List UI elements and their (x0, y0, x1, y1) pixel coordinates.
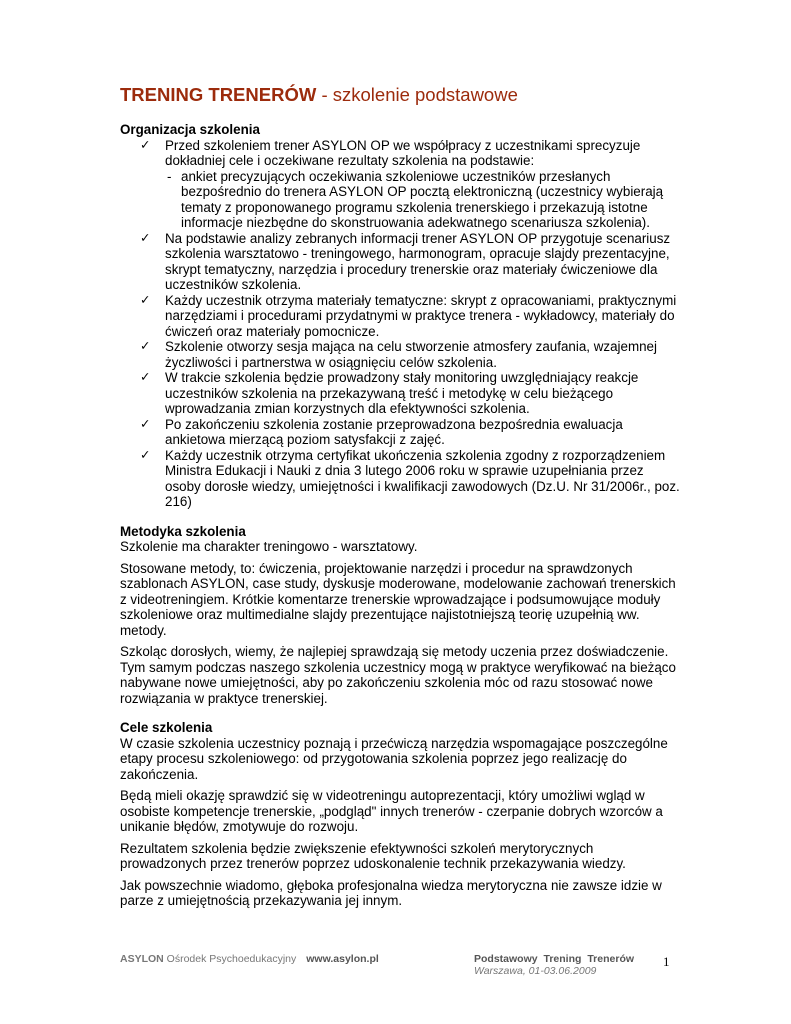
list-item (120, 448, 680, 510)
checkmark-icon: ✓ (140, 447, 151, 462)
paragraph: Rezultatem szkolenia będzie zwiększenie efektywności szkoleń merytorycznych prowadzonych przez trenerów poprzez udoskonalenie technik przekazywania wiedzy. (120, 840, 626, 871)
checkmark-icon: ✓ (140, 339, 151, 353)
title-bold: TRENING TRENERÓW (120, 84, 317, 105)
paragraph: W czasie szkolenia uczestnicy poznają i przećwiczą narzędzia wspomagające poszczególne etapy procesu szkoleniowego: od przygotowania szkolenia poprzez jego realizację do zakończenia. (120, 735, 668, 782)
section-heading-cele: Cele szkolenia (120, 720, 213, 735)
organizacja-list (120, 138, 680, 510)
footer-place-date: Warszawa, 01-03.06.2009 (474, 965, 597, 977)
footer-right (474, 953, 634, 977)
footer-org: Ośrodek Psychoedukacyjny (163, 953, 297, 965)
list-item-text: Każdy uczestnik otrzyma materiały tematyczne: skrypt z opracowaniami, praktycznymi narzędziami i procedurami przydatnymi w praktyce trenera - wykładowcy, materiały do ćwiczeń oraz materiały pomocnicze. (165, 292, 677, 339)
footer-website-link[interactable]: www.asylon.pl (306, 953, 379, 965)
section-heading-metodyka: Metodyka szkolenia (120, 523, 246, 539)
sub-list-item (165, 169, 680, 231)
list-item-text: Szkolenie otworzy sesja mająca na celu stworzenie atmosfery zaufania, wzajemnej życzliwości i partnerstwa w osiągnięciu celów szkolenia. (165, 339, 657, 370)
list-item (120, 138, 680, 231)
title-rest: - szkolenie podstawowe (316, 84, 518, 105)
list-item (120, 417, 680, 448)
page-title (120, 84, 518, 106)
list-item-text: Przed szkoleniem trener ASYLON OP we współpracy z uczestnikami sprecyzuje dokładniej cele i oczekiwane rezultaty szkolenia na podstawie: (165, 137, 641, 168)
list-item-text: Po zakończeniu szkolenia zostanie przeprowadzona bezpośrednia ewaluacja ankietowa mierzącą poziom satysfakcji z zajęć. (165, 416, 623, 447)
checkmark-icon: ✓ (140, 292, 151, 307)
document-body (120, 122, 680, 909)
list-item (120, 339, 680, 370)
list-item-text: Na podstawie analizy zebranych informacji trener ASYLON OP przygotuje scenariusz szkolenia warsztatowo - treningowego, harmonogram, opracuje slajdy prezentacyjne, skrypt tematyczny, narzędzia i procedury trenerskie oraz materiały ćwiczeniowe dla uczestników szkolenia. (165, 230, 671, 292)
list-item-text: W trakcie szkolenia będzie prowadzony stały monitoring uwzględniający reakcje uczestników szkolenia na przekazywaną treść i metodykę w celu bieżącego wprowadzania zmian korzystnych dla efektywności szkolenia. (165, 370, 639, 416)
list-item (120, 370, 680, 417)
footer-course: Podstawowy Trening Trenerów (474, 953, 635, 965)
checkmark-icon: ✓ (140, 416, 151, 431)
checkmark-icon: ✓ (140, 230, 151, 245)
checkmark-icon: ✓ (140, 137, 151, 152)
dash-bullet: - (167, 168, 172, 184)
list-item-text: Każdy uczestnik otrzyma certyfikat ukończenia szkolenia zgodny z rozporządzeniem Ministra Edukacji i Nauki z dnia 3 lutego 2006 roku w sprawie uzupełniania przez osoby dorosłe wiedzy, umiejętności i kwalifikacji zawodowych (Dz.U. Nr 31/2006r., poz. 216) (165, 447, 680, 509)
page-number: 1 (663, 954, 670, 969)
checkmark-icon: ✓ (140, 370, 151, 384)
sub-list (165, 169, 680, 231)
section-heading-organizacja: Organizacja szkolenia (120, 122, 260, 137)
paragraph: Stosowane metody, to: ćwiczenia, projektowanie narzędzi i procedur na sprawdzonych szablonach ASYLON, case study, dyskusje moderowane, modelowanie zachowań trenerskich z videotreningiem. Krótkie komentarze trenerskie wprowadzające i podsumowujące moduły szkoleniowe oraz multimedialne slajdy prezentujące najistotniejszą teorię uzupełnią ww. metody. (120, 560, 676, 638)
list-item (120, 231, 680, 293)
paragraph: Będą mieli okazję sprawdzić się w videotreningu autoprezentacji, który umożliwi wgląd w osobiste kompetencje trenerskie, „podgląd" innych trenerów - czerpanie dobrych wzorców a unikanie błędów, zmotywuje do rozwoju. (120, 788, 663, 834)
footer-brand: ASYLON (120, 953, 164, 965)
footer-left (120, 953, 379, 965)
sub-list-item-text: ankiet precyzujących oczekiwania szkoleniowe uczestników przesłanych bezpośrednio do trenera ASYLON OP pocztą elektroniczną (uczestnicy wybierają tematy z proponowanego programu szkolenia trenerskiego i przekazują istotne informacje niezbędne do skonstruowania adekwatnego scenariusza szkolenia). (181, 168, 664, 230)
list-item (120, 293, 680, 340)
paragraph: Szkoląc dorosłych, wiemy, że najlepiej sprawdzają się metody uczenia przez doświadczenie. Tym samym podczas naszego szkolenia uczestnicy mogą w praktyce weryfikować na bieżąco nabywane nowe umiejętności, aby po zakończeniu szkolenia móc od razu stosować nowe rozwiązania w praktyce trenerskiej. (120, 644, 676, 706)
paragraph: Szkolenie ma charakter treningowo - warsztatowy. (120, 539, 418, 554)
paragraph: Jak powszechnie wiadomo, głęboka profesjonalna wiedza merytoryczna nie zawsze idzie w parze z umiejętnością przekazywania jej innym. (120, 877, 662, 908)
